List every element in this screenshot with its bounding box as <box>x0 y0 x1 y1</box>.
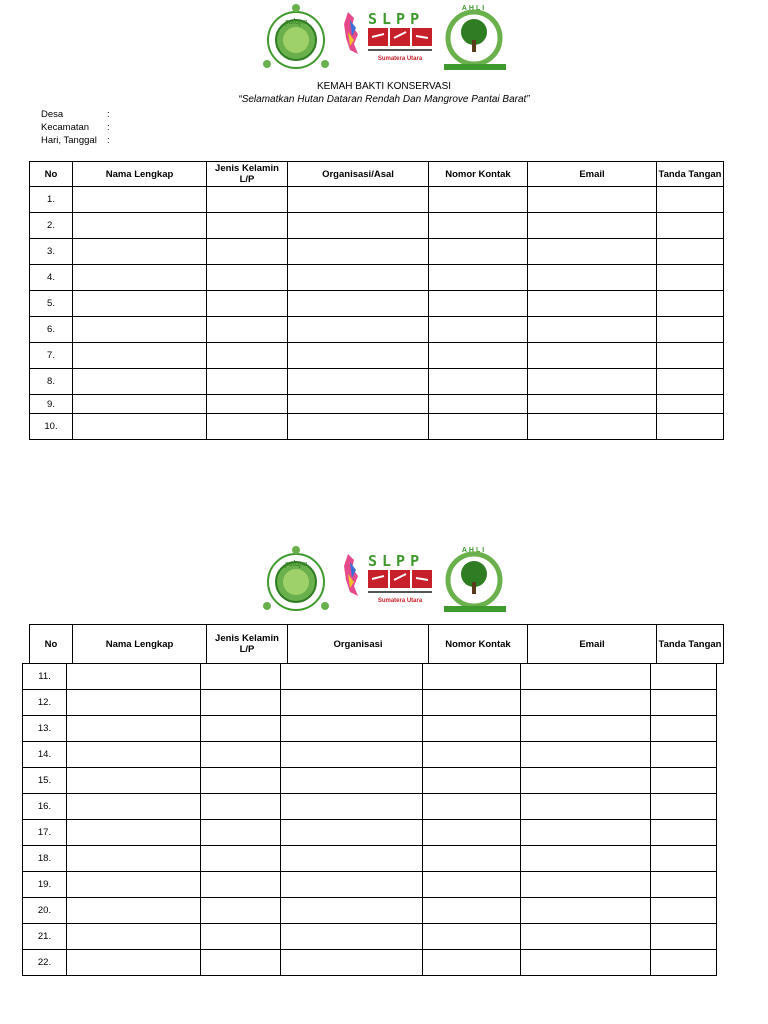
table-row <box>30 395 724 414</box>
cell-nama-lengkap[interactable] <box>67 716 201 742</box>
meta-label: Hari, Tanggal <box>41 135 97 146</box>
cell-organisasi[interactable] <box>288 369 429 395</box>
cell-email[interactable] <box>528 414 657 440</box>
cell-nama-lengkap[interactable] <box>67 690 201 716</box>
cell-tanda-tangan[interactable] <box>651 820 717 846</box>
cell-nomor-kontak[interactable] <box>423 820 521 846</box>
cell-tanda-tangan[interactable] <box>651 924 717 950</box>
table-header-row <box>30 162 724 187</box>
cell-nomor-kontak[interactable] <box>423 950 521 976</box>
svg-text:AHLI: AHLI <box>461 5 487 12</box>
cell-jenis-kelamin[interactable] <box>207 414 288 440</box>
cell-tanda-tangan[interactable] <box>651 690 717 716</box>
cell-jenis-kelamin[interactable] <box>207 317 288 343</box>
cell-email[interactable] <box>528 265 657 291</box>
cell-jenis-kelamin[interactable] <box>207 239 288 265</box>
row-number: 18. <box>23 846 67 872</box>
cell-tanda-tangan[interactable] <box>657 239 724 265</box>
table-row <box>23 794 717 820</box>
table-row <box>30 239 724 265</box>
cell-nama-lengkap[interactable] <box>73 414 207 440</box>
meta-desa <box>41 108 110 121</box>
header-jenis-kelamin: Jenis Kelamin L/P <box>207 625 288 664</box>
cell-nomor-kontak[interactable] <box>423 846 521 872</box>
cell-organisasi[interactable] <box>288 265 429 291</box>
cell-organisasi[interactable] <box>281 820 423 846</box>
cell-tanda-tangan[interactable] <box>657 291 724 317</box>
cell-organisasi[interactable] <box>288 239 429 265</box>
table-row <box>23 898 717 924</box>
row-number: 20. <box>23 898 67 924</box>
row-number: 5. <box>30 291 73 317</box>
row-number: 1. <box>30 187 73 213</box>
table-row <box>30 343 724 369</box>
svg-text:Sumatera Utara: Sumatera Utara <box>377 56 423 62</box>
row-number: 7. <box>30 343 73 369</box>
slpp-logo <box>342 544 434 606</box>
row-number: 22. <box>23 950 67 976</box>
cell-jenis-kelamin[interactable] <box>201 820 281 846</box>
cell-nomor-kontak[interactable] <box>429 317 528 343</box>
row-number: 16. <box>23 794 67 820</box>
header-email: Email <box>528 162 657 187</box>
cell-nama-lengkap[interactable] <box>67 768 201 794</box>
cell-jenis-kelamin[interactable] <box>201 716 281 742</box>
cell-jenis-kelamin[interactable] <box>201 690 281 716</box>
header-organisasi-asal: Organisasi/Asal <box>288 162 429 187</box>
cell-email[interactable] <box>521 690 651 716</box>
cell-jenis-kelamin[interactable] <box>201 872 281 898</box>
cell-nama-lengkap[interactable] <box>67 794 201 820</box>
table-row <box>23 690 717 716</box>
cell-nomor-kontak[interactable] <box>423 768 521 794</box>
cell-organisasi[interactable] <box>281 872 423 898</box>
cell-email[interactable] <box>528 187 657 213</box>
cell-jenis-kelamin[interactable] <box>201 768 281 794</box>
cell-nama-lengkap[interactable] <box>73 239 207 265</box>
cell-nama-lengkap[interactable] <box>67 924 201 950</box>
cell-email[interactable] <box>521 794 651 820</box>
row-number: 8. <box>30 369 73 395</box>
cell-tanda-tangan[interactable] <box>651 872 717 898</box>
row-number: 3. <box>30 239 73 265</box>
cell-nomor-kontak[interactable] <box>423 690 521 716</box>
cell-nama-lengkap[interactable] <box>67 820 201 846</box>
svg-text:palapa: palapa <box>284 17 308 26</box>
table-row <box>30 317 724 343</box>
header-no: No <box>30 162 73 187</box>
cell-nomor-kontak[interactable] <box>423 742 521 768</box>
cell-jenis-kelamin[interactable] <box>201 846 281 872</box>
row-number: 14. <box>23 742 67 768</box>
cell-organisasi[interactable] <box>281 794 423 820</box>
cell-tanda-tangan[interactable] <box>657 187 724 213</box>
palapa-logo <box>260 2 332 74</box>
palapa-logo <box>260 544 332 616</box>
cell-email[interactable] <box>521 950 651 976</box>
cell-nama-lengkap[interactable] <box>67 872 201 898</box>
svg-text:AHLI: AHLI <box>461 547 487 554</box>
cell-email[interactable] <box>528 291 657 317</box>
cell-jenis-kelamin[interactable] <box>201 924 281 950</box>
header-nama-lengkap: Nama Lengkap <box>73 625 207 664</box>
header-nama-lengkap: Nama Lengkap <box>73 162 207 187</box>
cell-organisasi[interactable] <box>288 291 429 317</box>
cell-email[interactable] <box>521 664 651 690</box>
meta-kecamatan <box>41 121 110 134</box>
cell-organisasi[interactable] <box>281 716 423 742</box>
cell-tanda-tangan[interactable] <box>651 950 717 976</box>
cell-jenis-kelamin[interactable] <box>207 187 288 213</box>
cell-tanda-tangan[interactable] <box>657 343 724 369</box>
cell-email[interactable] <box>521 820 651 846</box>
cell-jenis-kelamin[interactable] <box>207 343 288 369</box>
table-row <box>23 664 717 690</box>
row-number: 10. <box>30 414 73 440</box>
row-number: 15. <box>23 768 67 794</box>
cell-jenis-kelamin[interactable] <box>201 742 281 768</box>
cell-nomor-kontak[interactable] <box>423 716 521 742</box>
table-row <box>23 846 717 872</box>
svg-text:SLPP: SLPP <box>368 552 425 570</box>
table-row <box>23 950 717 976</box>
cell-nomor-kontak[interactable] <box>429 343 528 369</box>
table-row <box>23 872 717 898</box>
cell-tanda-tangan[interactable] <box>651 898 717 924</box>
table-row <box>23 768 717 794</box>
cell-tanda-tangan[interactable] <box>657 395 724 414</box>
cell-tanda-tangan[interactable] <box>651 846 717 872</box>
cell-tanda-tangan[interactable] <box>657 369 724 395</box>
cell-nama-lengkap[interactable] <box>73 213 207 239</box>
cell-jenis-kelamin[interactable] <box>201 950 281 976</box>
cell-nama-lengkap[interactable] <box>73 395 207 414</box>
cell-nama-lengkap[interactable] <box>73 265 207 291</box>
cell-nomor-kontak[interactable] <box>429 414 528 440</box>
meta-separator: : <box>107 135 110 146</box>
cell-email[interactable] <box>528 239 657 265</box>
meta-separator: : <box>107 109 110 120</box>
cell-tanda-tangan[interactable] <box>657 317 724 343</box>
cell-tanda-tangan[interactable] <box>651 794 717 820</box>
cell-jenis-kelamin[interactable] <box>207 369 288 395</box>
cell-email[interactable] <box>521 716 651 742</box>
cell-organisasi[interactable] <box>288 395 429 414</box>
cell-email[interactable] <box>528 395 657 414</box>
meta-label: Kecamatan <box>41 122 90 133</box>
cell-email[interactable] <box>521 898 651 924</box>
cell-email[interactable] <box>528 343 657 369</box>
logo-header-1 <box>0 2 768 78</box>
cell-nama-lengkap[interactable] <box>73 369 207 395</box>
row-number: 2. <box>30 213 73 239</box>
cell-organisasi[interactable] <box>281 924 423 950</box>
cell-tanda-tangan[interactable] <box>651 742 717 768</box>
cell-nomor-kontak[interactable] <box>429 239 528 265</box>
cell-tanda-tangan[interactable] <box>657 213 724 239</box>
table-row <box>30 213 724 239</box>
row-number: 9. <box>30 395 73 414</box>
cell-nomor-kontak[interactable] <box>423 898 521 924</box>
header-nomor-kontak: Nomor Kontak <box>429 162 528 187</box>
row-number: 6. <box>30 317 73 343</box>
cell-jenis-kelamin[interactable] <box>207 265 288 291</box>
cell-nomor-kontak[interactable] <box>429 265 528 291</box>
cell-nama-lengkap[interactable] <box>73 317 207 343</box>
cell-email[interactable] <box>528 213 657 239</box>
meta-separator: : <box>107 122 110 133</box>
cell-jenis-kelamin[interactable] <box>207 291 288 317</box>
cell-organisasi[interactable] <box>281 768 423 794</box>
cell-organisasi[interactable] <box>281 846 423 872</box>
cell-email[interactable] <box>521 924 651 950</box>
cell-email[interactable] <box>528 369 657 395</box>
table-row <box>23 716 717 742</box>
cell-organisasi[interactable] <box>281 690 423 716</box>
document-title: KEMAH BAKTI KONSERVASI <box>316 81 452 92</box>
cell-nomor-kontak[interactable] <box>429 291 528 317</box>
cell-email[interactable] <box>521 768 651 794</box>
cell-tanda-tangan[interactable] <box>657 414 724 440</box>
cell-email[interactable] <box>528 317 657 343</box>
header-organisasi: Organisasi <box>288 625 429 664</box>
cell-nama-lengkap[interactable] <box>67 742 201 768</box>
cell-organisasi[interactable] <box>281 950 423 976</box>
cell-jenis-kelamin[interactable] <box>201 898 281 924</box>
cell-nama-lengkap[interactable] <box>67 950 201 976</box>
cell-nomor-kontak[interactable] <box>429 187 528 213</box>
header-tanda-tangan: Tanda Tangan <box>657 625 724 664</box>
cell-organisasi[interactable] <box>281 664 423 690</box>
cell-jenis-kelamin[interactable] <box>201 794 281 820</box>
cell-nama-lengkap[interactable] <box>67 898 201 924</box>
attendance-table-2-header <box>29 624 724 664</box>
row-number: 13. <box>23 716 67 742</box>
cell-email[interactable] <box>521 742 651 768</box>
cell-organisasi[interactable] <box>288 213 429 239</box>
cell-jenis-kelamin[interactable] <box>207 213 288 239</box>
cell-jenis-kelamin[interactable] <box>207 395 288 414</box>
row-number: 17. <box>23 820 67 846</box>
table-row <box>30 369 724 395</box>
header-no: No <box>30 625 73 664</box>
header-jenis-kelamin: Jenis Kelamin L/P <box>207 162 288 187</box>
cell-tanda-tangan[interactable] <box>651 664 717 690</box>
svg-text:SLPP: SLPP <box>368 10 425 28</box>
cell-nomor-kontak[interactable] <box>429 395 528 414</box>
header-email: Email <box>528 625 657 664</box>
row-number: 4. <box>30 265 73 291</box>
row-number: 11. <box>23 664 67 690</box>
logo-header-2 <box>0 544 768 620</box>
cell-tanda-tangan[interactable] <box>651 716 717 742</box>
attendance-table-1 <box>29 161 724 440</box>
cell-nama-lengkap[interactable] <box>67 664 201 690</box>
cell-organisasi[interactable] <box>288 343 429 369</box>
cell-organisasi[interactable] <box>281 742 423 768</box>
row-number: 21. <box>23 924 67 950</box>
table-row <box>23 820 717 846</box>
table-row <box>30 291 724 317</box>
cell-organisasi[interactable] <box>288 414 429 440</box>
table-row <box>30 187 724 213</box>
svg-text:Sumatera Utara: Sumatera Utara <box>377 598 423 604</box>
attendance-table-2 <box>22 663 717 976</box>
table-header-row <box>30 625 724 664</box>
row-number: 12. <box>23 690 67 716</box>
cell-tanda-tangan[interactable] <box>657 265 724 291</box>
cell-nomor-kontak[interactable] <box>423 664 521 690</box>
header-tanda-tangan: Tanda Tangan <box>657 162 724 187</box>
cell-nama-lengkap[interactable] <box>73 343 207 369</box>
cell-nama-lengkap[interactable] <box>73 187 207 213</box>
meta-label: Desa <box>41 109 64 120</box>
cell-organisasi[interactable] <box>288 187 429 213</box>
table-row <box>30 265 724 291</box>
cell-email[interactable] <box>521 872 651 898</box>
cell-jenis-kelamin[interactable] <box>201 664 281 690</box>
cell-organisasi[interactable] <box>288 317 429 343</box>
cell-tanda-tangan[interactable] <box>651 768 717 794</box>
cell-nama-lengkap[interactable] <box>73 291 207 317</box>
header-nomor-kontak: Nomor Kontak <box>429 625 528 664</box>
ahli-logo <box>440 544 510 616</box>
table-row <box>23 924 717 950</box>
table-row <box>30 414 724 440</box>
slpp-logo <box>342 2 434 64</box>
ahli-logo <box>440 2 510 74</box>
row-number: 19. <box>23 872 67 898</box>
svg-text:palapa: palapa <box>284 559 308 568</box>
cell-nomor-kontak[interactable] <box>423 872 521 898</box>
cell-email[interactable] <box>521 846 651 872</box>
cell-nomor-kontak[interactable] <box>429 369 528 395</box>
table-row <box>23 742 717 768</box>
cell-organisasi[interactable] <box>281 898 423 924</box>
document-subtitle: “Selamatkan Hutan Dataran Rendah Dan Mangrove Pantai Barat” <box>238 94 530 105</box>
cell-nomor-kontak[interactable] <box>423 794 521 820</box>
meta-hari-tanggal <box>41 134 110 147</box>
cell-nomor-kontak[interactable] <box>423 924 521 950</box>
cell-nama-lengkap[interactable] <box>67 846 201 872</box>
cell-nomor-kontak[interactable] <box>429 213 528 239</box>
